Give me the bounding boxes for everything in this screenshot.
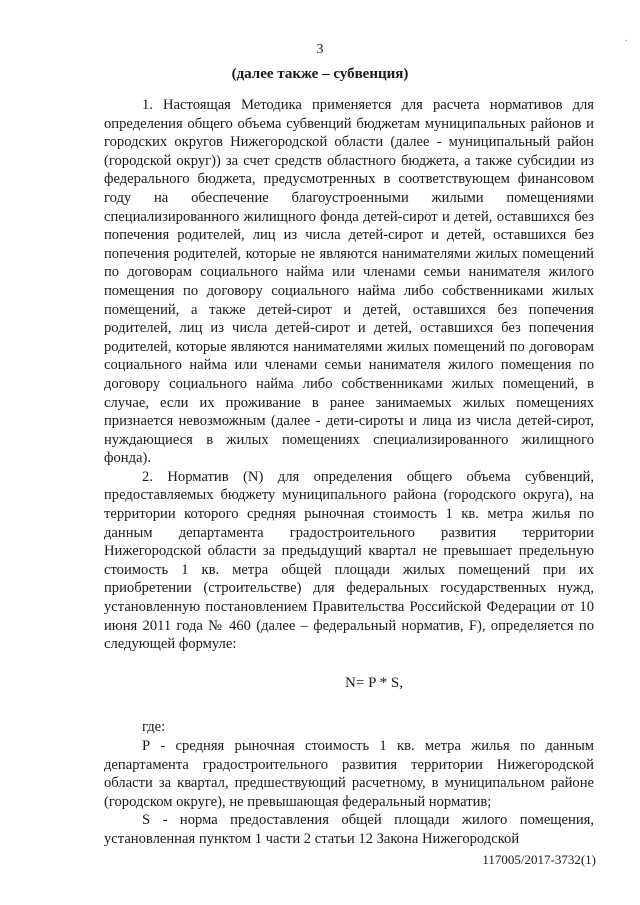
paragraph-2: 2. Норматив (N) для определения общего объема субвенций, предоставляемых бюджету муниципального района (городского округа), на территории которого средняя рыночная стоимость 1 кв. метра жилья по данным департамента градостроительного развития территории Нижегородской области за предыдущий квартал не превышает предельную стоимость 1 кв. метра общей площади жилых помещений при их приобретении (строительстве) для федеральных государственных нужд, установленную постановлением Правительства Российской Федерации от 10 июня 2011 года № 460 (далее – федеральный норматив, F), определяется по следующей формуле: xyxy=(104,468,594,653)
definition-p: Р - средняя рыночная стоимость 1 кв. метра жилья по данным департамента градостроительного развития территории Нижегородской области за квартал, предшествующий расчетному, в муниципальном районе (городском округе), не превышающая федеральный норматив; xyxy=(104,738,594,810)
paragraph-1: 1. Настоящая Методика применяется для расчета нормативов для определения общего объема субвенций бюджетам муниципальных районов и городских округов Нижегородской области (далее - муниципальный район (городской округ)) за счет средств областного бюджета, а также субсидии из федерального бюджета, предусмотренных в соответствующем финансовом году на обеспечение благоустроенными жилыми помещениями специализированного жилищного фонда детей-сирот и детей, оставшихся без попечения родителей, лиц из числа детей-сирот и детей, оставшихся без попечения родителей, которые не являются нанимателями жилых помещений по договорам социального найма или членами семьи нанимателя жилого помещения по договору социального найма либо собственниками жилых помещений, а также детей-сирот и детей, оставшихся без попечения родителей, лиц из числа детей-сирот и детей, оставшихся без попечения родителей, которые являются нанимателями жилых помещений по договорам социального найма или членами семьи нанимателя жилого помещения по договору социального найма либо собственниками жилых помещений, в случае, если их проживание в ранее занимаемых жилых помещениях признается невозможным (далее - дети-сироты и лица из числа детей-сирот, нуждающиеся в жилых помещениях специализированного жилищного фонда). xyxy=(104,97,594,467)
definition-s: S - норма предоставления общей площади жилого помещения, установленная пунктом 1 части 2 статьи 12 Закона Нижегородской xyxy=(104,812,594,847)
where-label: где: xyxy=(142,719,166,736)
document-body xyxy=(104,96,594,849)
formula: N= P * S, xyxy=(345,674,403,691)
document-registration-code: 117005/2017-3732(1) xyxy=(482,852,596,867)
corner-mark: · xyxy=(624,36,628,47)
page-number: 3 xyxy=(316,42,324,57)
section-heading: (далее также – субвенция) xyxy=(231,66,409,82)
